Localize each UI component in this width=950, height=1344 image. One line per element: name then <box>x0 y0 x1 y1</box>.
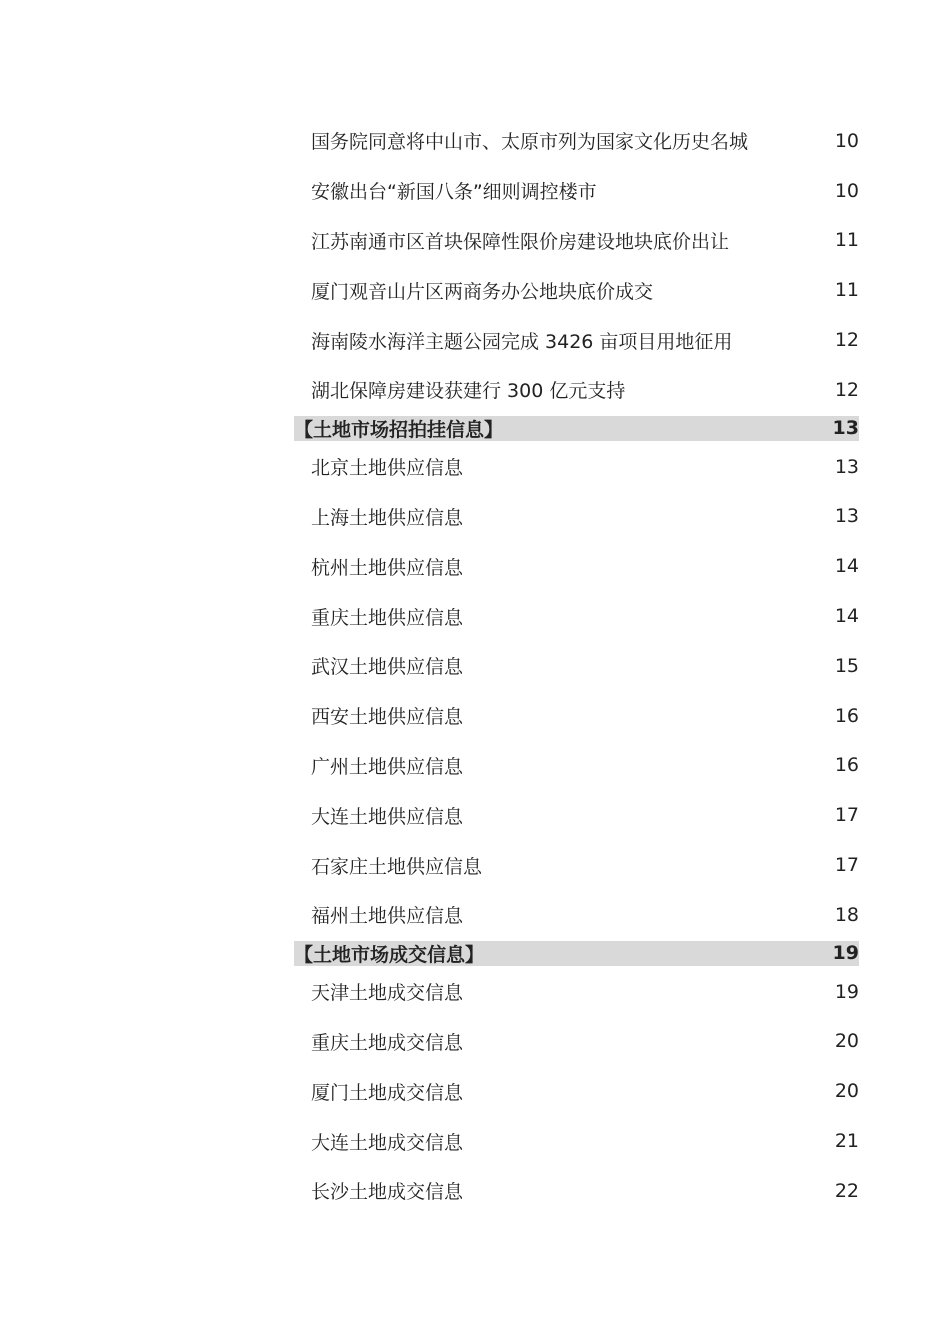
toc-entry[interactable] <box>294 641 859 691</box>
toc-entry-title: 国务院同意将中山市、太原市列为国家文化历史名城 <box>311 131 749 154</box>
toc-page-number: 10 <box>834 129 859 152</box>
toc-page-number: 15 <box>834 654 859 677</box>
table-of-contents <box>294 116 859 1216</box>
toc-entry[interactable] <box>294 216 859 266</box>
toc-entry-title: 大连土地成交信息 <box>311 1131 464 1154</box>
toc-entry-title: 【土地市场招拍挂信息】 <box>294 418 504 441</box>
toc-entry[interactable] <box>294 890 859 940</box>
toc-entry-title: 大连土地供应信息 <box>311 805 464 828</box>
toc-entry-title: 湖北保障房建设获建行 300 亿元支持 <box>311 380 626 403</box>
toc-entry-title: 江苏南通市区首块保障性限价房建设地块底价出让 <box>311 230 730 253</box>
toc-entry[interactable] <box>294 967 859 1017</box>
toc-page-number: 17 <box>834 854 859 877</box>
toc-entry-title: 武汉土地供应信息 <box>311 656 464 679</box>
toc-entry[interactable] <box>294 691 859 741</box>
toc-page-number: 17 <box>834 804 859 827</box>
toc-page-number: 11 <box>834 229 859 252</box>
toc-page-number: 16 <box>834 754 859 777</box>
toc-entry[interactable] <box>294 166 859 216</box>
toc-page-number: 19 <box>832 942 859 965</box>
toc-page-number: 14 <box>834 605 859 628</box>
toc-page-number: 16 <box>834 704 859 727</box>
toc-entry-title: 重庆土地成交信息 <box>311 1031 464 1054</box>
toc-entry[interactable] <box>294 365 859 415</box>
toc-entry[interactable] <box>294 840 859 890</box>
toc-page-number: 18 <box>834 903 859 926</box>
toc-entry[interactable] <box>294 541 859 591</box>
toc-entry-title: 重庆土地供应信息 <box>311 606 464 629</box>
toc-section-heading[interactable] <box>294 941 859 966</box>
toc-entry-title: 福州土地供应信息 <box>311 905 464 928</box>
toc-entry-title: 厦门土地成交信息 <box>311 1081 464 1104</box>
toc-page-number: 19 <box>834 980 859 1003</box>
toc-entry-title: 石家庄土地供应信息 <box>311 855 483 878</box>
toc-entry[interactable] <box>294 492 859 542</box>
toc-entry-title: 杭州土地供应信息 <box>311 556 464 579</box>
toc-entry[interactable] <box>294 265 859 315</box>
toc-entry-title: 【土地市场成交信息】 <box>294 943 485 966</box>
toc-entry[interactable] <box>294 1166 859 1216</box>
toc-entry-title: 上海土地供应信息 <box>311 506 464 529</box>
toc-entry-title: 北京土地供应信息 <box>311 457 464 480</box>
toc-page-number: 12 <box>834 329 859 352</box>
toc-entry-title: 厦门观音山片区两商务办公地块底价成交 <box>311 280 654 303</box>
toc-entry[interactable] <box>294 1116 859 1166</box>
toc-page-number: 22 <box>834 1179 859 1202</box>
toc-entry[interactable] <box>294 1017 859 1067</box>
toc-page-number: 20 <box>834 1080 859 1103</box>
toc-entry[interactable] <box>294 790 859 840</box>
toc-page-number: 14 <box>834 555 859 578</box>
toc-entry[interactable] <box>294 315 859 365</box>
toc-entry-title: 海南陵水海洋主题公园完成 3426 亩项目用地征用 <box>311 330 733 353</box>
toc-entry[interactable] <box>294 591 859 641</box>
toc-entry[interactable] <box>294 442 859 492</box>
toc-page-number: 13 <box>832 417 859 440</box>
toc-page-number: 20 <box>834 1030 859 1053</box>
toc-page-number: 13 <box>834 455 859 478</box>
toc-entry-title: 广州土地供应信息 <box>311 755 464 778</box>
toc-page-number: 21 <box>834 1130 859 1153</box>
toc-page-number: 13 <box>834 505 859 528</box>
toc-page-number: 11 <box>834 279 859 302</box>
toc-entry[interactable] <box>294 116 859 166</box>
toc-entry[interactable] <box>294 741 859 791</box>
toc-entry-title: 安徽出台“新国八条”细则调控楼市 <box>311 181 597 204</box>
toc-entry[interactable] <box>294 1066 859 1116</box>
toc-section-heading[interactable] <box>294 416 859 441</box>
toc-entry-title: 长沙土地成交信息 <box>311 1181 464 1204</box>
toc-page-number: 10 <box>834 179 859 202</box>
toc-entry-title: 天津土地成交信息 <box>311 982 464 1005</box>
toc-entry-title: 西安土地供应信息 <box>311 706 464 729</box>
toc-page-number: 12 <box>834 378 859 401</box>
